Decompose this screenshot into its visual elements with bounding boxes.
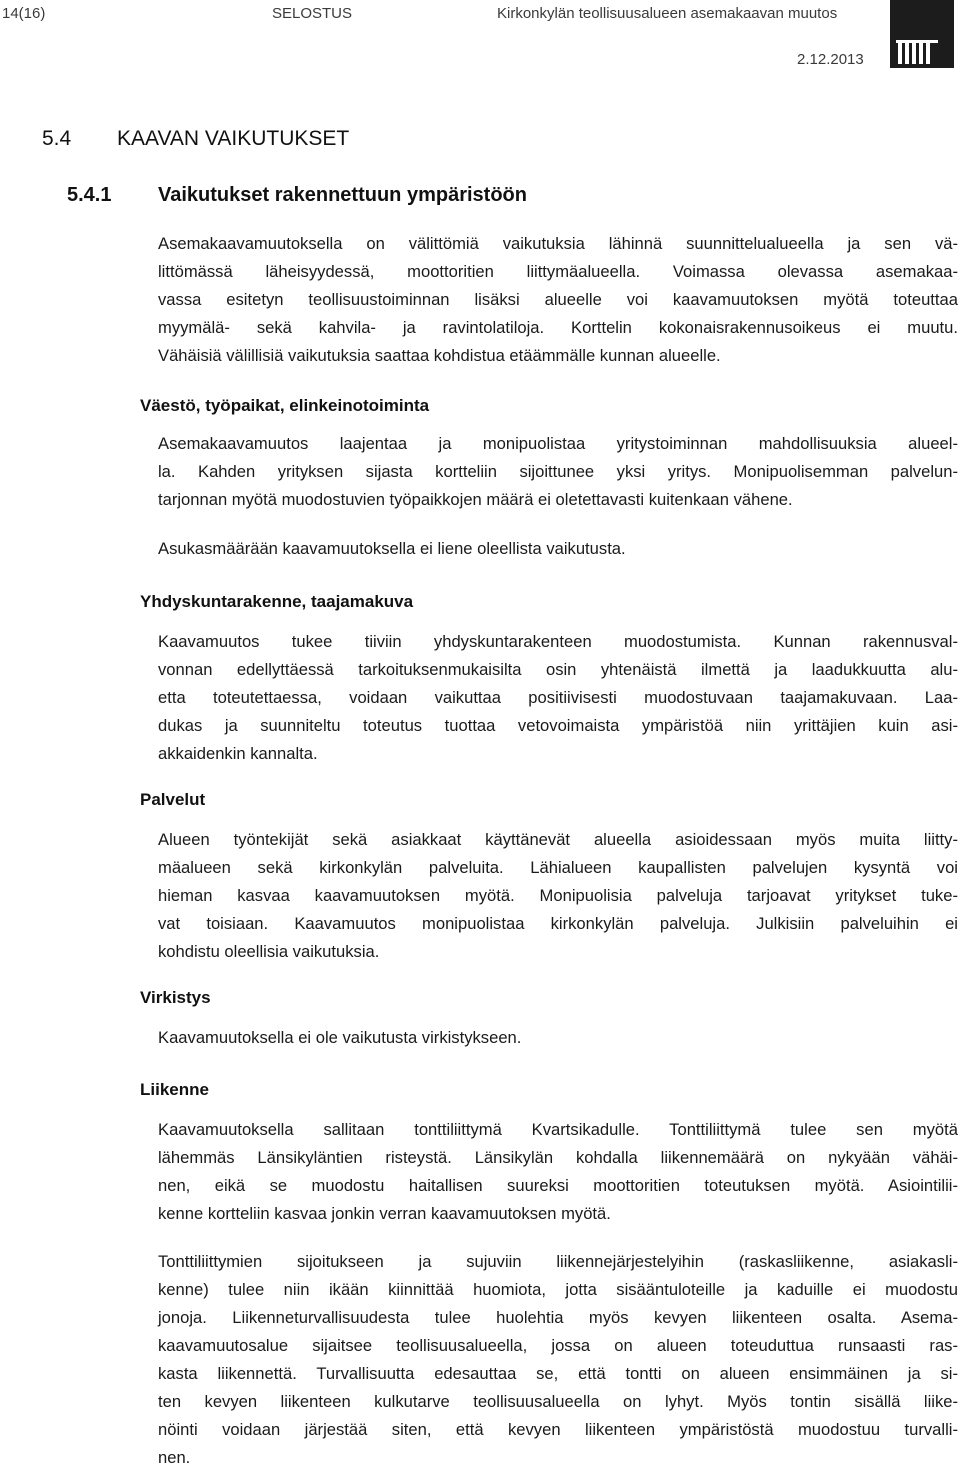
text-line: kasta liikennettä. Turvallisuutta edesauttaa se, että tontti on alueen ensimmäinen ja si- xyxy=(158,1364,958,1383)
topic-heading-yhdyskunta: Yhdyskuntarakenne, taajamakuva xyxy=(140,592,414,611)
text-line: mäalueen sekä kirkonkylän palveluita. Lähialueen kaupallisten palvelujen kysyntä voi xyxy=(158,858,958,877)
subsection-number: 5.4.1 xyxy=(67,184,112,206)
text-line: littömässä läheisyydessä, moottoritien liittymäalueella. Voimassa olevassa asemakaa- xyxy=(158,262,958,281)
document-type: SELOSTUS xyxy=(272,5,353,22)
text-line: nöinti voidaan järjestää siten, että kevyen liikenteen ympäristöstä muodostuu turvalli- xyxy=(158,1420,958,1439)
document-title: Kirkonkylän teollisuusalueen asemakaavan muutos xyxy=(497,5,838,22)
text-line: lähemmäs Länsikyläntien risteystä. Länsikylän kohdalla liikennemäärä on nykyään vähäi- xyxy=(158,1148,958,1167)
text-line: Kaavamuutoksella ei ole vaikutusta virkistykseen. xyxy=(158,1028,522,1047)
palvelut-paragraph xyxy=(158,826,958,966)
section-heading xyxy=(42,127,349,151)
topic-heading-liikenne: Liikenne xyxy=(140,1080,209,1099)
topic-heading-vaesto: Väestö, työpaikat, elinkeinotoiminta xyxy=(140,396,430,415)
text-line: kenne kortteliin kasvaa jonkin verran kaavamuutoksen myötä. xyxy=(158,1204,611,1223)
virkistys-paragraph xyxy=(158,1024,958,1052)
liikenne-paragraph-2 xyxy=(158,1248,958,1472)
text-line: Kaavamuutoksella sallitaan tonttiliittymä Kvartsikadulle. Tonttiliittymä tulee sen myötä xyxy=(158,1120,958,1139)
text-line: kenne) tulee niin ikään kiinnittää huomiota, jotta sisääntuloteille ja kaduille ei muodostu xyxy=(158,1280,958,1299)
text-line: myymälä- sekä kahvila- ja ravintolatiloja. Korttelin kokonaisrakennusoikeus ei muutu. xyxy=(158,318,958,337)
liikenne-paragraph-1 xyxy=(158,1116,958,1228)
section-number: 5.4 xyxy=(42,127,72,150)
topic-heading-virkistys: Virkistys xyxy=(140,988,211,1007)
text-line: Asemakaavamuutoksella on välittömiä vaikutuksia lähinnä suunnittelualueella ja sen vä- xyxy=(158,234,958,253)
text-line: Kaavamuutos tukee tiiviin yhdyskuntarakenteen muodostumista. Kunnan rakennusval- xyxy=(158,632,958,651)
document-date: 2.12.2013 xyxy=(797,51,864,68)
text-line: vat toisiaan. Kaavamuutos monipuolistaa kirkonkylän palveluja. Julkisiin palveluihin ei xyxy=(158,914,958,933)
text-line: Asukasmäärään kaavamuutoksella ei liene oleellista vaikutusta. xyxy=(158,539,626,558)
vaesto-paragraph-2 xyxy=(158,535,958,563)
text-line: Asemakaavamuutos laajentaa ja monipuolistaa yritystoiminnan mahdollisuuksia alueel- xyxy=(158,434,958,453)
yhdyskunta-paragraph xyxy=(158,628,958,768)
text-line: etta toteutettaessa, voidaan vaikuttaa positiivisesti muodostuvaan taajamakuvaan. Laa- xyxy=(158,688,958,707)
section-title: KAAVAN VAIKUTUKSET xyxy=(117,127,350,150)
text-line: akkaidenkin kannalta. xyxy=(158,744,318,763)
text-line: hieman kasvaa kaavamuutoksen myötä. Monipuolisia palveluja tarjoavat yritykset tuke- xyxy=(158,886,958,905)
text-line: jonoja. Liikenneturvallisuudesta tulee huolehtia myös kevyen liikenteen osalta. Asema- xyxy=(158,1308,958,1327)
text-line: la. Kahden yrityksen sijasta kortteliin sijoittunee yksi yritys. Monipuolisemman palvelun- xyxy=(158,462,958,481)
vaesto-paragraph-1 xyxy=(158,430,958,514)
subsection-heading xyxy=(67,184,527,207)
subsection-title: Vaikutukset rakennettuun ympäristöön xyxy=(158,184,527,206)
text-line: tarjonnan myötä muodostuvien työpaikkojen määrä ei oletettavasti kuitenkaan vähene. xyxy=(158,490,793,509)
text-line: vonnan edellyttäessä tarkoituksenmukaisilta osin yhtenäistä ilmettä ja laadukkuutta alu- xyxy=(158,660,958,679)
text-line: kohdistu oleellisia vaikutuksia. xyxy=(158,942,380,961)
text-line: ten kevyen liikenteen kulkutarve teollisuusalueella on lyhyt. Myös tontin sisällä liike- xyxy=(158,1392,958,1411)
text-line: nen, eikä se muodostu haitallisen suureksi moottoritien toteutuksen myötä. Asiointilii- xyxy=(158,1176,958,1195)
page-number: 14(16) xyxy=(2,5,46,22)
text-line: dukas ja suunniteltu toteutus tuottaa vetovoimaista ympäristöä niin yrittäjien kuin asi- xyxy=(158,716,958,735)
text-line: kaavamuutosalue sijaitsee teollisuusalueella, jossa on alueen toteuduttua runsaasti ras- xyxy=(158,1336,958,1355)
text-line: Tonttiliittymien sijoitukseen ja sujuviin liikennejärjestelyihin (raskasliikenne, asiakasli- xyxy=(158,1252,958,1271)
text-line: vassa esitetyn teollisuustoiminnan lisäksi alueelle voi kaavamuutoksen myötä toteuttaa xyxy=(158,290,958,309)
intro-paragraph xyxy=(158,230,958,370)
organization-logo xyxy=(890,0,954,68)
topic-heading-palvelut: Palvelut xyxy=(140,790,206,809)
text-line: Vähäisiä välillisiä vaikutuksia saattaa kohdistua etäämmälle kunnan alueelle. xyxy=(158,346,721,365)
text-line: nen. xyxy=(158,1448,191,1467)
text-line: Alueen työntekijät sekä asiakkaat käyttänevät alueella asioidessaan myös muita liitty- xyxy=(158,830,958,849)
